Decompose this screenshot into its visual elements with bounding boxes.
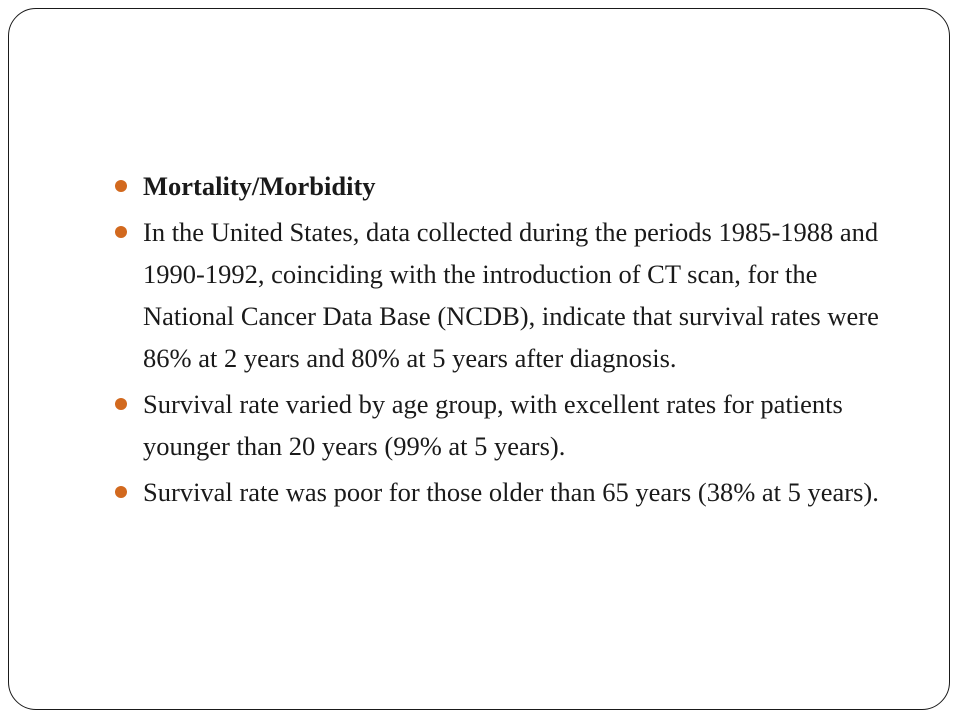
bullet-dot-icon (115, 226, 127, 238)
bullet-item-older-patients (115, 471, 915, 513)
bullet-dot-icon (115, 398, 127, 410)
bullet-dot-icon (115, 486, 127, 498)
bullet-text: In the United States, data collected during the periods 1985-1988 and 1990-1992, coinciding with the introduction of CT scan, for the National Cancer Data Base (NCDB), indicate that survival rates were 86% at 2 years and 80% at 5 years after diagnosis. (143, 217, 879, 373)
bullet-text: Survival rate was poor for those older than 65 years (38% at 5 years). (143, 477, 879, 507)
slide-frame (8, 8, 950, 710)
bullet-item-age-group (115, 383, 915, 467)
bullet-list (115, 165, 915, 517)
bullet-dot-icon (115, 180, 127, 192)
bullet-item-ncdb-survival (115, 211, 915, 379)
bullet-text: Survival rate varied by age group, with excellent rates for patients younger than 20 years (99% at 5 years). (143, 389, 843, 461)
bullet-text: Mortality/Morbidity (143, 171, 376, 201)
bullet-item-heading (115, 165, 915, 207)
